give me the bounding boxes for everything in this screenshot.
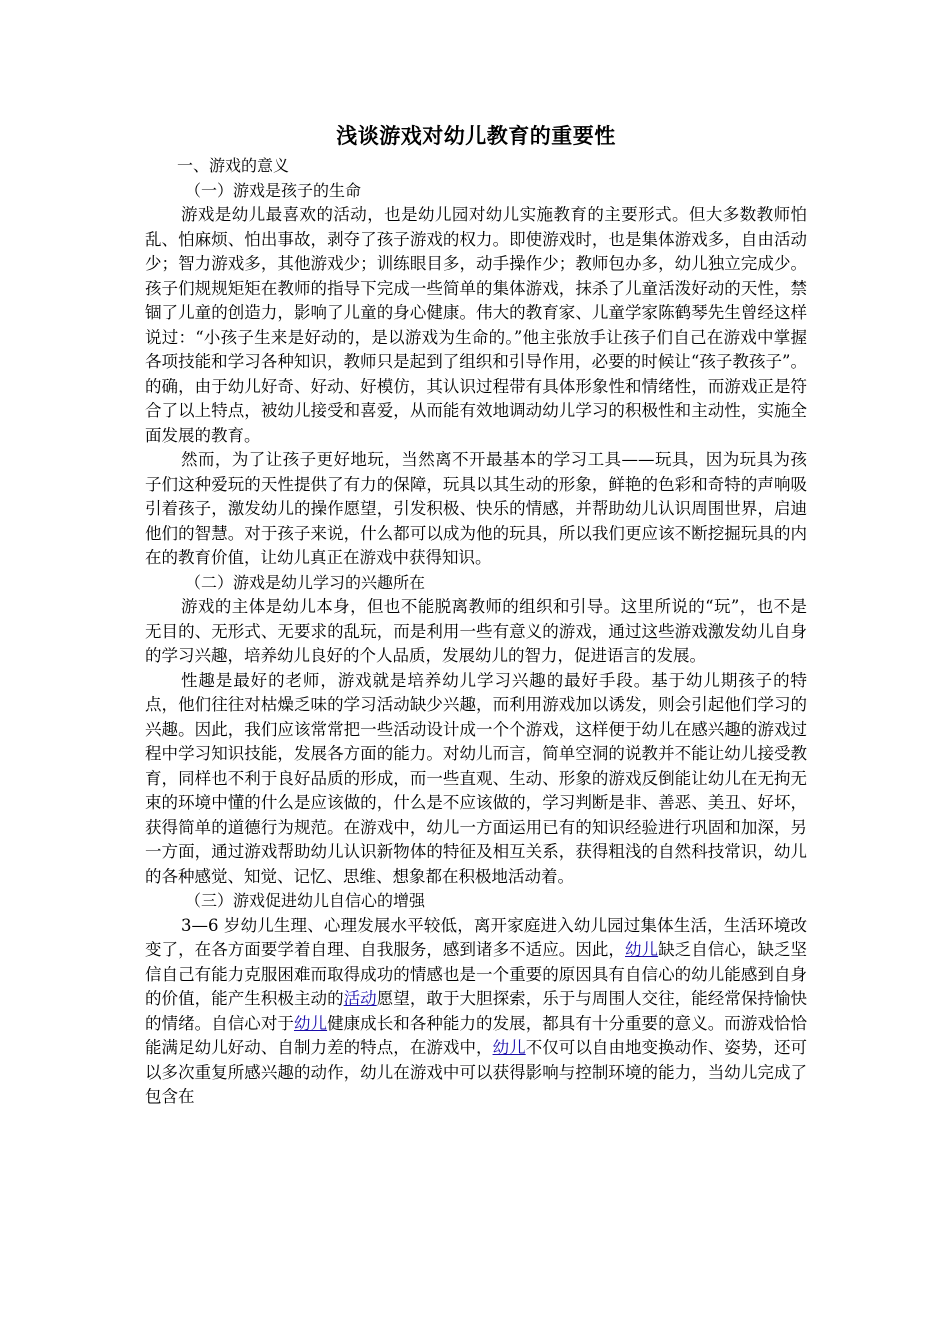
subsection-heading-3: （三）游戏促进幼儿自信心的增强: [185, 891, 426, 910]
subsection-heading-2: （二）游戏是幼儿学习的兴趣所在: [185, 572, 426, 592]
section-heading-meaning: 一、游戏的意义: [177, 156, 290, 175]
text-run: 健康成长和各种能力的发展，都具有十分重要的意义。而游戏恰恰能满足幼儿好动、自制力差的特点，在游戏中，: [145, 1013, 808, 1057]
paragraph: 游戏是幼儿最喜欢的活动，也是幼儿园对幼儿实施教育的主要形式。但大多数教师怕乱、怕麻烦、怕出事故，剥夺了孩子游戏的权力。即使游戏时，也是集体游戏多，自由活动少；智力游戏多，其他游戏少；训练眼目多，动手操作少；教师包办多，幼儿独立完成少。孩子们规规矩矩在教师的指导下完成一些简单的集体游戏，抹杀了儿童活泼好动的天性，禁锢了儿童的创造力，影响了儿童的身心健康。伟大的教育家、儿童学家陈鹤琴先生曾经这样说过：“小孩子生来是好动的，是以游戏为生命的。”他主张放手让孩子们自己在游戏中掌握各项技能和学习各种知识，教师只是起到了组织和引导作用，必要的时候让“孩子教孩子”。的确，由于幼儿好奇、好动、好模仿，其认识过程带有具体形象性和情绪性，而游戏正是符合了以上特点，被幼儿接受和喜爱，从而能有效地调动幼儿学习的积极性和主动性，实施全面发展的教育。: [145, 205, 807, 445]
link-huodong[interactable]: 活动: [343, 989, 377, 1008]
text-run: 3—6 岁幼儿生理、心理发展水平较低，离开家庭进入幼儿园过集体生活，生活环境改变了，在各方面要学着自理、自我服务，感到诸多不适应。因此，: [145, 915, 807, 959]
text-run: 愿望，敢于大胆探索，乐于与周围人交往，能经常保持愉快的情绪。自信心对于: [145, 989, 808, 1033]
subsection-heading-1: （一）游戏是孩子的生命: [185, 180, 362, 200]
link-youer[interactable]: 幼儿: [492, 1038, 526, 1057]
document-title: 浅谈游戏对幼儿教育的重要性: [336, 123, 616, 148]
paragraph: 然而，为了让孩子更好地玩，当然离不开最基本的学习工具——玩具，因为玩具为孩子们这种爱玩的天性提供了有力的保障，玩具以其生动的形象，鲜艳的色彩和奇特的声响吸引着孩子，激发幼儿的操作愿望，引发积极、快乐的情感，并帮助幼儿认识周围世界，启迪他们的智慧。对于孩子来说，什么都可以成为他的玩具，所以我们更应该不断挖掘玩具的内在的教育价值，让幼儿真正在游戏中获得知识。: [145, 450, 807, 567]
text-run: 缺乏自信心，缺乏坚信自己有能力克服困难而取得成功的情感也是一个重要的原因具有自信心的幼儿能感到自身的价值，能产生积极主动的: [145, 940, 808, 1008]
link-youer[interactable]: 幼儿: [293, 1013, 328, 1033]
paragraph: 游戏的主体是幼儿本身，但也不能脱离教师的组织和引导。这里所说的“玩”，也不是无目的、无形式、无要求的乱玩，而是利用一些有意义的游戏，通过这些游戏激发幼儿自身的学习兴趣，培养幼儿良好的个人品质，发展幼儿的智力，促进语言的发展。: [145, 597, 807, 665]
text-run: 不仅可以自由地变换动作、姿势，还可以多次重复所感兴趣的动作，幼儿在游戏中可以获得影响与控制环境的能力，当幼儿完成了包含在: [145, 1038, 808, 1106]
link-youer[interactable]: 幼儿: [625, 940, 659, 959]
document-body: [145, 118, 807, 1110]
paragraph-with-links: [145, 914, 807, 1110]
paragraph: 性趣是最好的老师，游戏就是培养幼儿学习兴趣的最好手段。基于幼儿期孩子的特点，他们往往对枯燥乏味的学习活动缺少兴趣，而利用游戏加以诱发，则会引起他们学习的兴趣。因此，我们应该常常把一些活动设计成一个个游戏，这样便于幼儿在感兴趣的游戏过程中学习知识技能，发展各方面的能力。对幼儿而言，简单空洞的说教并不能让幼儿接受教育，同样也不利于良好品质的形成，而一些直观、生动、形象的游戏反倒能让幼儿在无拘无束的环境中懂的什么是应该做的，什么是不应该做的，学习判断是非、善恶、美丑、好坏，获得简单的道德行为规范。在游戏中，幼儿一方面运用已有的知识经验进行巩固和加深，另一方面，通过游戏帮助幼儿认识新物体的特征及相互关系，获得粗浅的自然科技常识，幼儿的各种感觉、知觉、记忆、思维、想象都在积极地活动着。: [145, 670, 807, 886]
